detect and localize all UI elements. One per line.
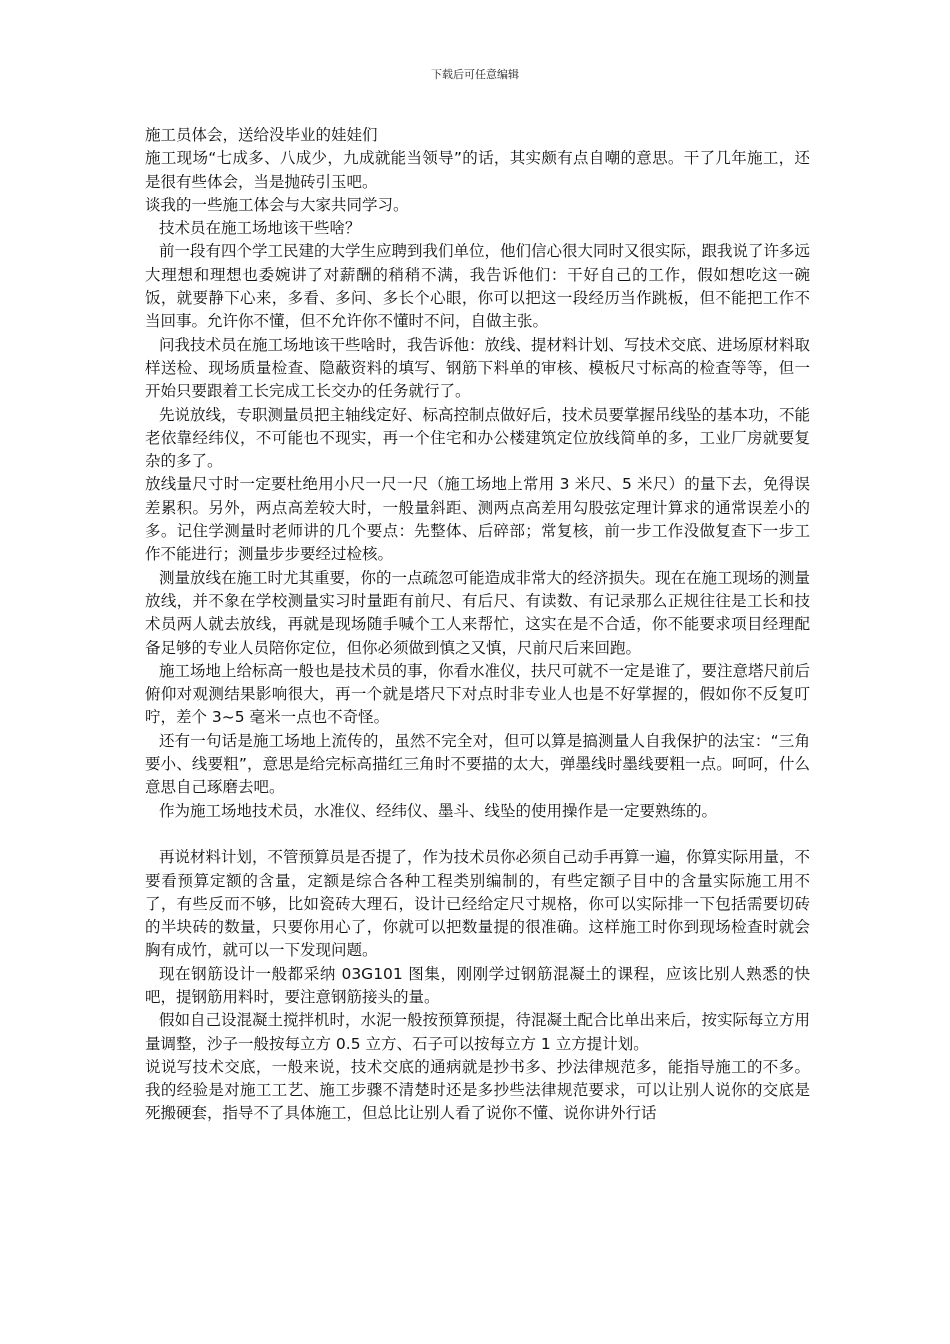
paragraph: 问我技术员在施工场地该干些啥时，我告诉他：放线、提材料计划、写技术交底、进场原材料取样送检、现场质量检查、隐蔽资料的填写、钢筋下料单的审核、模板尺寸标高的检查等等，但一开始只要跟着工长完成工长交办的任务就行了。 <box>145 335 810 401</box>
paragraph: 先说放线，专职测量员把主轴线定好、标高控制点做好后，技术员要掌握吊线坠的基本功，不能老依靠经纬仪，不可能也不现实，再一个住宅和办公楼建筑定位放线简单的多，工业厂房就要复杂的多了。 <box>145 405 810 471</box>
paragraph: 测量放线在施工时尤其重要，你的一点疏忽可能造成非常大的经济损失。现在在施工现场的测量放线，并不象在学校测量实习时量距有前尺、有后尺、有读数、有记录那么正规往往是工长和技术员两人就去放线，再就是现场随手喊个工人来帮忙，这实在是不合适，你不能要求项目经理配备足够的专业人员陪你定位，但你必须做到慎之又慎，尺前尺后来回跑。 <box>145 568 810 657</box>
paragraph: 放线量尺寸时一定要杜绝用小尺一尺一尺（施工场地上常用 3 米尺、5 米尺）的量下去，免得误差累积。另外，两点高差较大时，一般量斜距、测两点高差用勾股弦定理计算求的通常误差小的多。记住学测量时老师讲的几个要点：先整体、后碎部；常复核，前一步工作没做复查下一步工作不能进行；测量步步要经过检核。 <box>145 475 810 564</box>
paragraph: 施工现场“七成多、八成少，九成就能当领导”的话，其实颇有点自嘲的意思。干了几年施工，还是很有些体会，当是抛砖引玉吧。 <box>145 149 810 191</box>
page-header: 下载后可任意编辑 <box>431 68 519 81</box>
paragraph: 说说写技术交底，一般来说，技术交底的通病就是抄书多、抄法律规范多，能指导施工的不多。我的经验是对施工工艺、施工步骤不清楚时还是多抄些法律规范要求，可以让别人说你的交底是死搬硬套，指导不了具体施工，但总比让别人看了说你不懂、说你讲外行话 <box>145 1057 810 1123</box>
paragraph: 再说材料计划，不管预算员是否提了，作为技术员你必须自己动手再算一遍，你算实际用量，不要看预算定额的含量，定额是综合各种工程类别编制的，有些定额子目中的含量实际施工用不了，有些反而不够，比如瓷砖大理石，设计已经给定尺寸规格，你可以实际排一下包括需要切砖的半块砖的数量，只要你用心了，你就可以把数量提的很准确。这样施工时你到现场检查时就会胸有成竹，就可以一下发现问题。 <box>145 848 810 960</box>
paragraph: 还有一句话是施工场地上流传的，虽然不完全对，但可以算是搞测量人自我保护的法宝：“三角要小、线要粗”，意思是给完标高描红三角时不要描的太大，弹墨线时墨线要粗一点。呵呵，什么意思自己琢磨去吧。 <box>145 731 810 797</box>
paragraph: 假如自己设混凝土搅拌机时，水泥一般按预算预提，待混凝土配合比单出来后，按实际每立方用量调整，沙子一般按每立方 0.5 立方、石子可以按每立方 1 立方提计划。 <box>145 1011 810 1053</box>
section-heading: 技术员在施工场地该干些啥？ <box>158 219 361 238</box>
paragraph: 施工场地上给标高一般也是技术员的事，你看水准仪，扶尺可就不一定是谁了，要注意塔尺前后俯仰对观测结果影响很大，再一个就是塔尺下对点时非专业人也是不好掌握的，假如你不反复叮咛，差个 3~5 毫米一点也不奇怪。 <box>145 661 810 727</box>
paragraph: 前一段有四个学工民建的大学生应聘到我们单位，他们信心很大同时又很实际，跟我说了许多远大理想和理想也委婉讲了对薪酬的稍稍不满，我告诉他们：干好自己的工作，假如想吃这一碗饭，就要静下心来，多看、多问、多长个心眼，你可以把这一段经历当作跳板，但不能把工作不当回事。允许你不懂，但不允许你不懂时不问，自做主张。 <box>145 242 810 331</box>
paragraph: 现在钢筋设计一般都采纳 03G101 图集，刚刚学过钢筋混凝土的课程，应该比别人熟悉的快吧，提钢筋用料时，要注意钢筋接头的量。 <box>145 964 810 1006</box>
article-title: 施工员体会，送给没毕业的娃娃们 <box>145 126 378 144</box>
blank-line <box>145 823 810 846</box>
document-body <box>145 124 810 1126</box>
paragraph: 谈我的一些施工体会与大家共同学习。 <box>145 195 409 214</box>
paragraph: 作为施工场地技术员，水准仪、经纬仪、墨斗、线坠的使用操作是一定要熟练的。 <box>158 801 717 820</box>
